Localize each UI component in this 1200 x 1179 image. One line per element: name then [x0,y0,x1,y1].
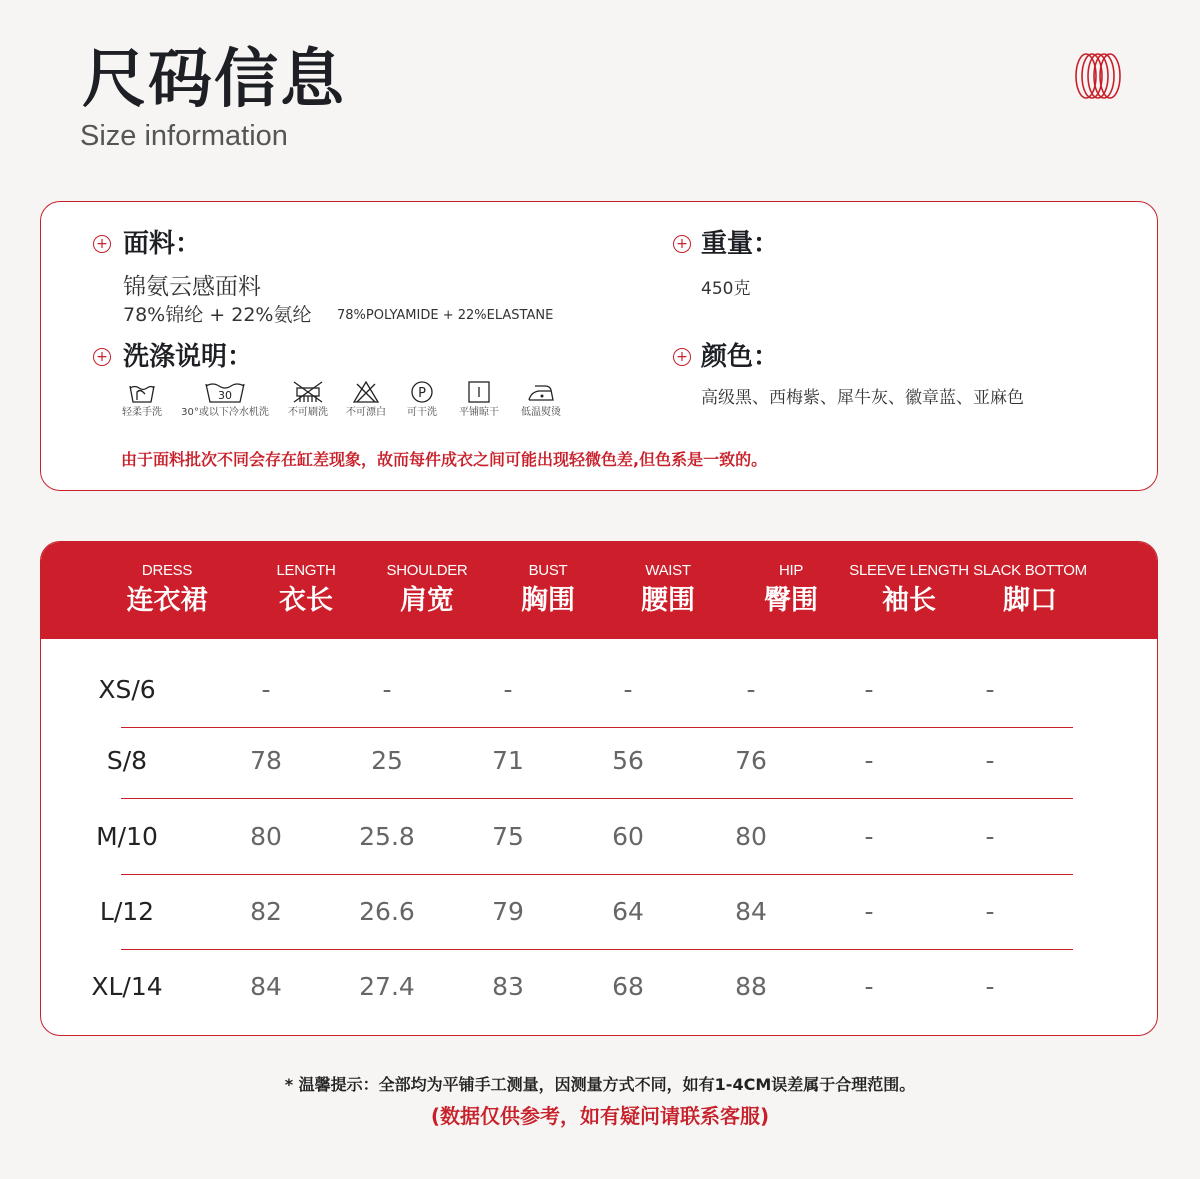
measurement-cell: 76 [735,746,767,775]
header-zh: 胸围 [521,585,575,616]
header-en: SLACK BOTTOM [973,562,1087,579]
rings-logo-icon [1072,50,1124,102]
table-row [106,723,1073,799]
care-label: 平铺晾干 [459,407,499,418]
measurement-cell: - [864,972,874,1001]
header-cell [608,542,728,618]
header-en: WAIST [645,562,691,579]
measurement-cell: 84 [735,897,767,926]
fabric-composition-en: 78%POLYAMIDE + 22%ELASTANE [337,308,554,323]
reference-note: (数据仅供参考，如有疑问请联系客服) [430,1104,770,1128]
fabric-title: 面料： [123,229,202,259]
care-item [451,380,507,420]
header-en: BUST [528,562,568,579]
color-value: 高级黑、西梅紫、犀牛灰、徽章蓝、亚麻色 [701,388,1024,408]
measurement-cell: 79 [492,897,524,926]
table-row [96,799,1073,875]
header-cell [367,542,487,618]
color-title: 颜色： [701,342,780,372]
washing-title: 洗涤说明： [123,342,254,372]
header-zh: 衣长 [279,585,333,616]
care-item [175,380,275,420]
measurement-cell: - [746,675,756,704]
table-row [99,874,1073,950]
care-instructions [119,380,579,426]
no-brush-icon [290,380,326,404]
size-label: S/8 [106,746,148,775]
size-label: XS/6 [98,675,156,704]
measurement-cell: - [985,675,995,704]
measurement-cell: 75 [492,822,524,851]
header-en: DRESS [141,562,193,579]
dry-clean-badge: P [418,386,426,401]
size-label: M/10 [96,822,158,851]
size-table [40,541,1158,1036]
no-bleach-icon [351,380,381,404]
header-zh: 肩宽 [400,585,454,616]
measurement-cell: 27.4 [359,972,415,1001]
measurement-cell: 25 [371,746,403,775]
measurement-cell: 83 [492,972,524,1001]
care-label: 轻柔手洗 [122,407,162,418]
measurement-cell: - [985,972,995,1001]
color-difference-notice: 由于面料批次不同会存在缸差现象，故而每件成衣之间可能出现轻微色差,但色系是一致的。 [121,450,768,469]
fabric-info-card [40,201,1158,491]
dry-clean-p-icon [408,380,436,404]
header-zh: 腰围 [641,585,695,616]
measurement-tip: * 温馨提示：全部均为平铺手工测量，因测量方式不同，如有1-4CM误差属于合理范围。 [284,1075,916,1094]
plus-icon: + [93,348,111,366]
header-zh: 连衣裙 [126,585,208,616]
care-item [119,380,165,420]
header-cell [246,542,366,618]
measurement-cell: 56 [612,746,644,775]
header-zh: 臀围 [764,585,818,616]
header-en: LENGTH [276,562,336,579]
plus-icon: + [673,348,691,366]
size-label: XL/14 [91,972,163,1001]
care-label: 30°或以下冷水机洗 [181,407,269,418]
header-cell [731,542,851,618]
measurement-cell: - [985,822,995,851]
measurement-cell: - [864,746,874,775]
care-item [341,380,391,420]
care-item [399,380,445,420]
hand-wash-icon [127,380,157,404]
measurement-cell: 68 [612,972,644,1001]
measurement-cell: - [503,675,513,704]
measurement-cell: 80 [250,822,282,851]
measurement-cell: - [864,822,874,851]
table-row [91,949,1073,1025]
plus-icon: + [673,235,691,253]
measurement-cell: - [623,675,633,704]
size-label: L/12 [99,897,155,926]
care-item [513,380,569,420]
wash-30-icon [203,380,247,404]
measurement-cell: - [261,675,271,704]
dry-flat-icon [465,380,493,404]
size-table-header [41,542,1157,639]
care-label: 低温熨烫 [521,407,561,418]
care-label: 可干洗 [407,407,437,418]
measurement-cell: 82 [250,897,282,926]
care-label: 不可漂白 [346,407,386,418]
measurement-cell: 78 [250,746,282,775]
measurement-cell: 84 [250,972,282,1001]
table-row [98,652,1073,728]
measurement-cell: 88 [735,972,767,1001]
header-cell [488,542,608,618]
weight-title: 重量： [701,229,780,259]
wash-30-badge: 30 [218,389,232,402]
header-en: SLEEVE LENGTH [849,562,969,579]
measurement-cell: 26.6 [359,897,415,926]
header-cell [970,542,1090,618]
header-zh: 袖长 [882,585,936,616]
header-cell [849,542,969,618]
header-cell [107,542,227,618]
fabric-composition-zh: 78%锦纶 + 22%氨纶 [123,304,312,326]
measurement-cell: - [864,897,874,926]
measurement-cell: - [864,675,874,704]
page-subtitle: Size information [80,120,288,152]
header-en: SHOULDER [386,562,468,579]
plus-icon: + [93,235,111,253]
measurement-cell: 25.8 [359,822,415,851]
header-zh: 脚口 [1003,585,1057,616]
page-title: 尺码信息 [82,43,346,117]
care-item [283,380,333,420]
measurement-cell: 64 [612,897,644,926]
measurement-cell: 80 [735,822,767,851]
care-label: 不可刷洗 [288,407,328,418]
measurement-cell: - [985,897,995,926]
header-en: HIP [778,562,804,579]
measurement-cell: - [382,675,392,704]
weight-value: 450克 [701,279,751,299]
fabric-name: 锦氨云感面料 [123,274,261,300]
measurement-cell: - [985,746,995,775]
low-iron-icon [525,380,557,404]
measurement-cell: 71 [492,746,524,775]
measurement-cell: 60 [612,822,644,851]
